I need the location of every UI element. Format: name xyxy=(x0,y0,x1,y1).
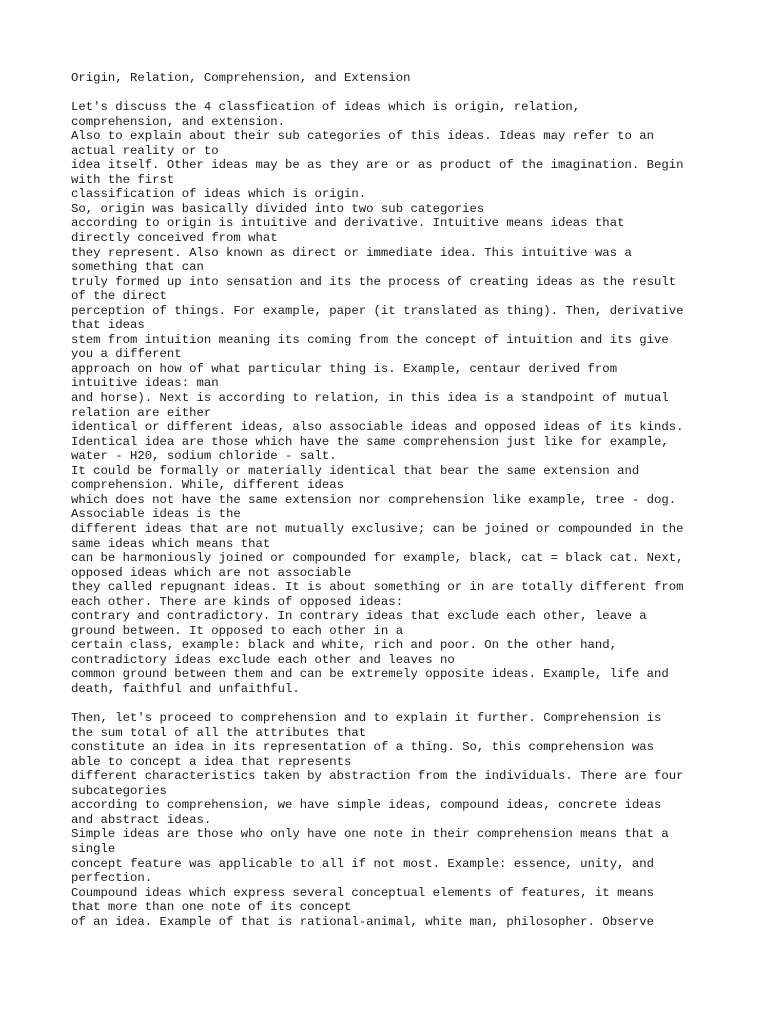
document-line: different ideas that are not mutually exclusive; can be joined or compounded in the xyxy=(71,521,684,536)
document-line: you a different xyxy=(71,347,182,362)
document-line: which does not have the same extension nor comprehension like example, tree - dog. xyxy=(71,492,677,507)
document-line: and abstract ideas. xyxy=(71,812,212,827)
document-line: able to concept a idea that represents xyxy=(71,754,352,769)
document-line: ground between. It opposed to each other in a xyxy=(71,623,404,638)
document-line: they called repugnant ideas. It is about something or in are totally different from xyxy=(71,580,684,595)
document-line: and horse). Next is according to relation, in this idea is a standpoint of mutual xyxy=(71,391,669,406)
document-line: the sum total of all the attributes that xyxy=(71,725,367,740)
document-line: identical or different ideas, also associable ideas and opposed ideas of its kinds. xyxy=(71,420,684,435)
document-line: that more than one note of its concept xyxy=(71,900,352,915)
document-line: Origin, Relation, Comprehension, and Extension xyxy=(71,71,411,85)
document-line: comprehension. While, different ideas xyxy=(71,478,345,493)
document-line: Associable ideas is the xyxy=(71,507,241,522)
document-line: Let's discuss the 4 classfication of ideas which is origin, relation, xyxy=(71,100,581,115)
document-line: of the direct xyxy=(71,289,167,304)
document-line xyxy=(71,697,761,712)
document-line: contrary and contradictory. In contrary ideas that exclude each other, leave a xyxy=(71,609,647,624)
document-line: Simple ideas are those who only have one note in their comprehension means that a xyxy=(71,827,669,842)
document-line: of an idea. Example of that is rational-animal, white man, philosopher. Observe xyxy=(71,914,654,929)
document-line: subcategories xyxy=(71,783,167,798)
document-line: common ground between them and can be extremely opposite ideas. Example, life and xyxy=(71,667,669,682)
document-line: Then, let's proceed to comprehension and to explain it further. Comprehension is xyxy=(71,711,662,726)
document-line: death, faithful and unfaithful. xyxy=(71,681,300,696)
document-line: certain class, example: black and white, rich and poor. On the other hand, xyxy=(71,638,618,653)
document-line: stem from intuition meaning its coming from the concept of intuition and its give xyxy=(71,332,669,347)
document-line: Also to explain about their sub categories of this ideas. Ideas may refer to an xyxy=(71,129,654,144)
document-line: something that can xyxy=(71,260,204,275)
document-line: with the first xyxy=(71,172,175,187)
document-line: perfection. xyxy=(71,871,153,886)
document-line: actual reality or to xyxy=(71,143,219,158)
document-line: opposed ideas which are not associable xyxy=(71,565,352,580)
document-line: concept feature was applicable to all if not most. Example: essence, unity, and xyxy=(71,856,654,871)
document-line: water - H20, sodium chloride - salt. xyxy=(71,449,337,464)
document-line: that ideas xyxy=(71,318,145,333)
document-line: each other. There are kinds of opposed ideas: xyxy=(71,594,404,609)
document-line xyxy=(71,86,761,101)
document-line: approach on how of what particular thing is. Example, centaur derived from xyxy=(71,361,618,376)
document-line: Identical idea are those which have the same comprehension just like for example, xyxy=(71,434,669,449)
document-line: same ideas which means that xyxy=(71,536,271,551)
document-line: perception of things. For example, paper (it translated as thing). Then, derivative xyxy=(71,303,684,318)
document-line: different characteristics taken by abstraction from the individuals. There are four xyxy=(71,769,684,784)
document-line: idea itself. Other ideas may be as they are or as product of the imagination. Begin xyxy=(71,158,684,173)
document-line: intuitive ideas: man xyxy=(71,376,219,391)
document-line: truly formed up into sensation and its the process of creating ideas as the result xyxy=(71,274,677,289)
document-line: comprehension, and extension. xyxy=(71,114,286,129)
document-line: classification of ideas which is origin. xyxy=(71,187,367,202)
document-line: constitute an idea in its representation of a thing. So, this comprehension was xyxy=(71,740,654,755)
document-line: relation are either xyxy=(71,405,212,420)
document-line: they represent. Also known as direct or immediate idea. This intuitive was a xyxy=(71,245,632,260)
document-line: So, origin was basically divided into two sub categories xyxy=(71,201,485,216)
document-line: directly conceived from what xyxy=(71,231,278,246)
document-body xyxy=(71,71,761,929)
document-line: can be harmoniously joined or compounded for example, black, cat = black cat. Next, xyxy=(71,551,684,566)
document-line: It could be formally or materially identical that bear the same extension and xyxy=(71,463,640,478)
document-line: according to comprehension, we have simple ideas, compound ideas, concrete ideas xyxy=(71,798,662,813)
document-line: contradictory ideas exclude each other and leaves no xyxy=(71,652,455,667)
document-line: Coumpound ideas which express several conceptual elements of features, it means xyxy=(71,885,654,900)
document-line: according to origin is intuitive and derivative. Intuitive means ideas that xyxy=(71,216,625,231)
document-line: single xyxy=(71,841,116,856)
